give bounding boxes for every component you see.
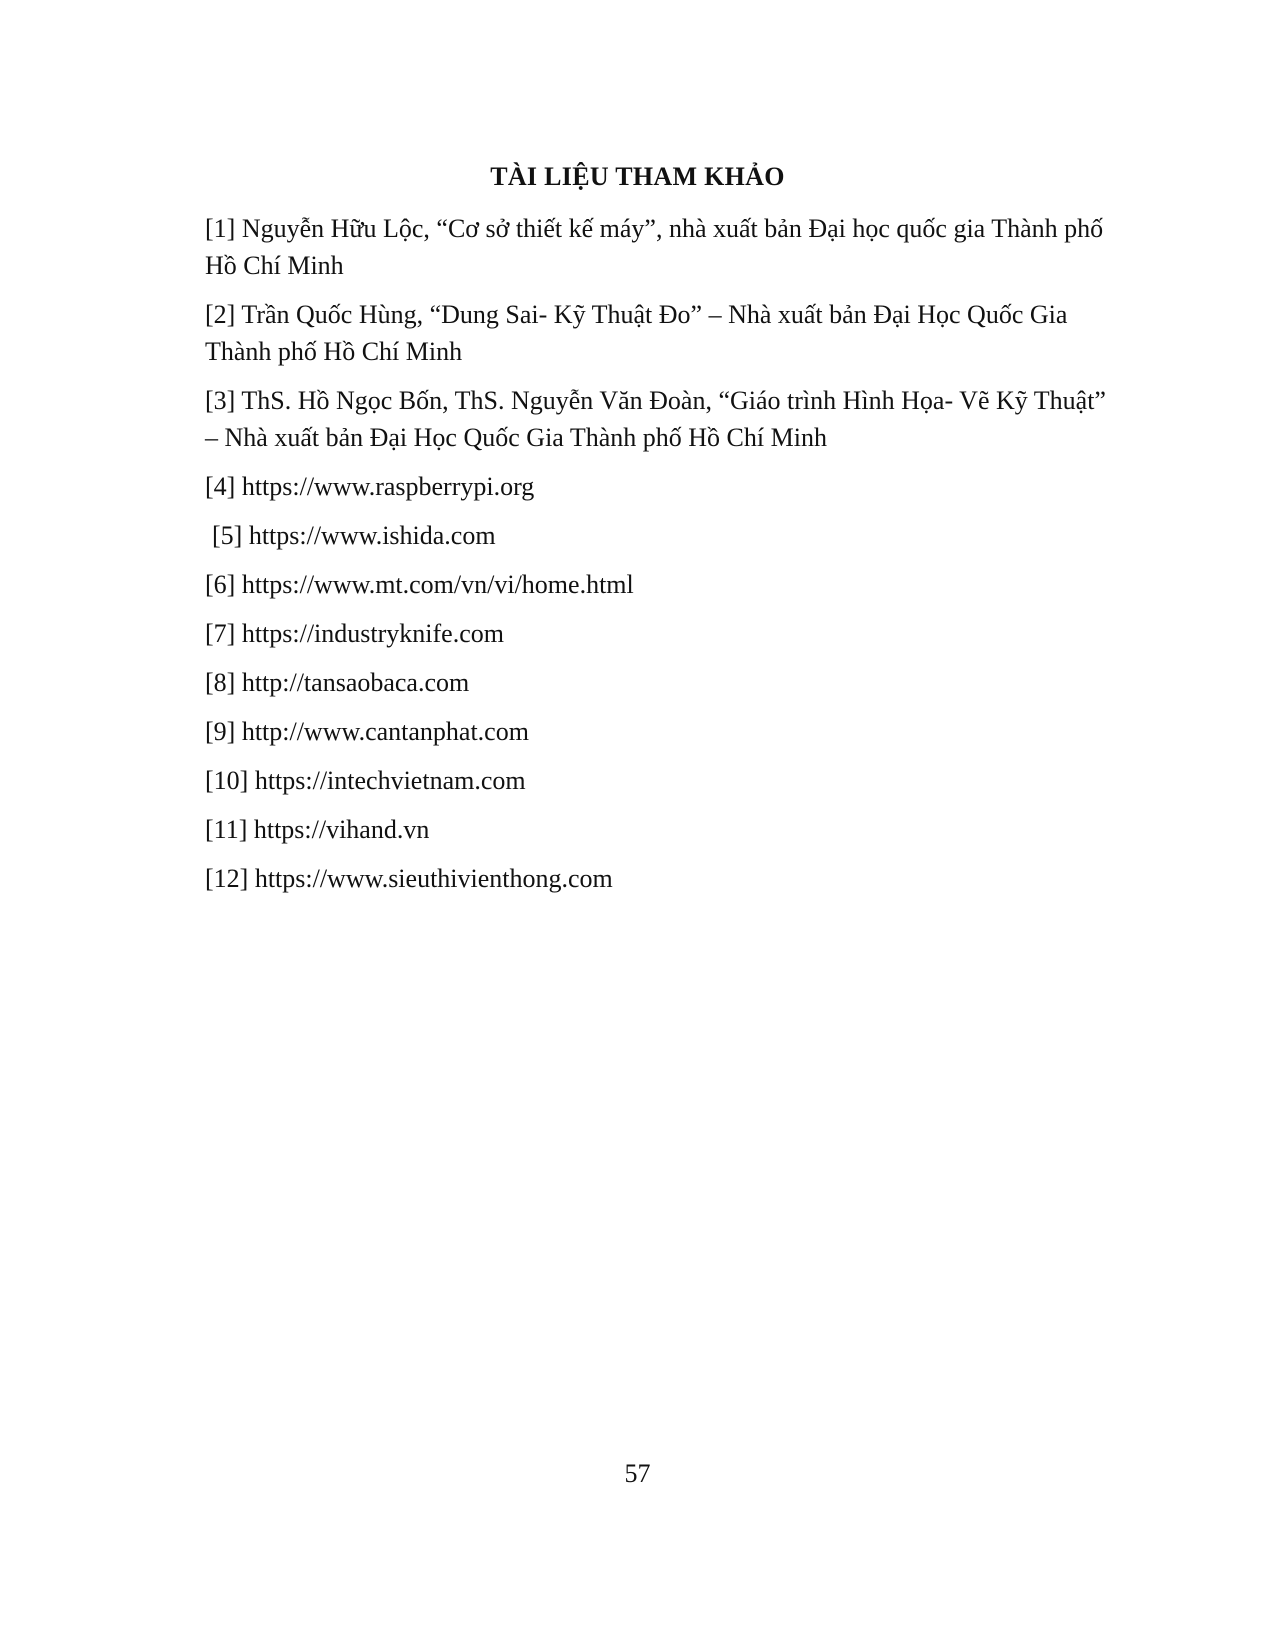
- reference-link: [8] http://tansaobaca.com: [205, 668, 470, 697]
- reference-text: [2] Trần Quốc Hùng, “Dung Sai- Kỹ Thuật Đo” – Nhà xuất bản Đại Học Quốc Gia: [205, 300, 1068, 329]
- reference-link: [5] https://www.ishida.com: [212, 521, 496, 550]
- reference-item-7: [205, 615, 1145, 652]
- reference-text-continuation: Hồ Chí Minh: [205, 251, 344, 280]
- reference-item-8: [205, 664, 1145, 701]
- reference-item-3: [205, 382, 1145, 456]
- reference-item-9: [205, 713, 1145, 750]
- reference-item-4: [205, 468, 1145, 505]
- reference-item-11: [205, 811, 1145, 848]
- page-title: TÀI LIỆU THAM KHẢO: [490, 162, 785, 191]
- reference-link: [4] https://www.raspberrypi.org: [205, 472, 535, 501]
- page-number: 57: [624, 1459, 651, 1488]
- reference-item-2: [205, 296, 1145, 370]
- reference-item-5: [205, 517, 1145, 554]
- reference-link: [10] https://intechvietnam.com: [205, 766, 526, 795]
- reference-item-10: [205, 762, 1145, 799]
- reference-item-12: [205, 860, 1145, 897]
- reference-text: [1] Nguyễn Hữu Lộc, “Cơ sở thiết kế máy”, nhà xuất bản Đại học quốc gia Thành phố: [205, 214, 1104, 243]
- reference-text-continuation: Thành phố Hồ Chí Minh: [205, 337, 463, 366]
- reference-link: [9] http://www.cantanphat.com: [205, 717, 529, 746]
- reference-link: [7] https://industryknife.com: [205, 619, 504, 648]
- reference-link: [12] https://www.sieuthivienthong.com: [205, 864, 613, 893]
- reference-text: [3] ThS. Hồ Ngọc Bốn, ThS. Nguyễn Văn Đoàn, “Giáo trình Hình Họa- Vẽ Kỹ Thuật”: [205, 386, 1106, 415]
- reference-link: [11] https://vihand.vn: [205, 815, 430, 844]
- reference-link: [6] https://www.mt.com/vn/vi/home.html: [205, 570, 634, 599]
- reference-item-6: [205, 566, 1145, 603]
- reference-text-continuation: – Nhà xuất bản Đại Học Quốc Gia Thành phố Hồ Chí Minh: [205, 423, 827, 452]
- reference-item-1: [205, 210, 1145, 284]
- reference-list: [205, 210, 1145, 909]
